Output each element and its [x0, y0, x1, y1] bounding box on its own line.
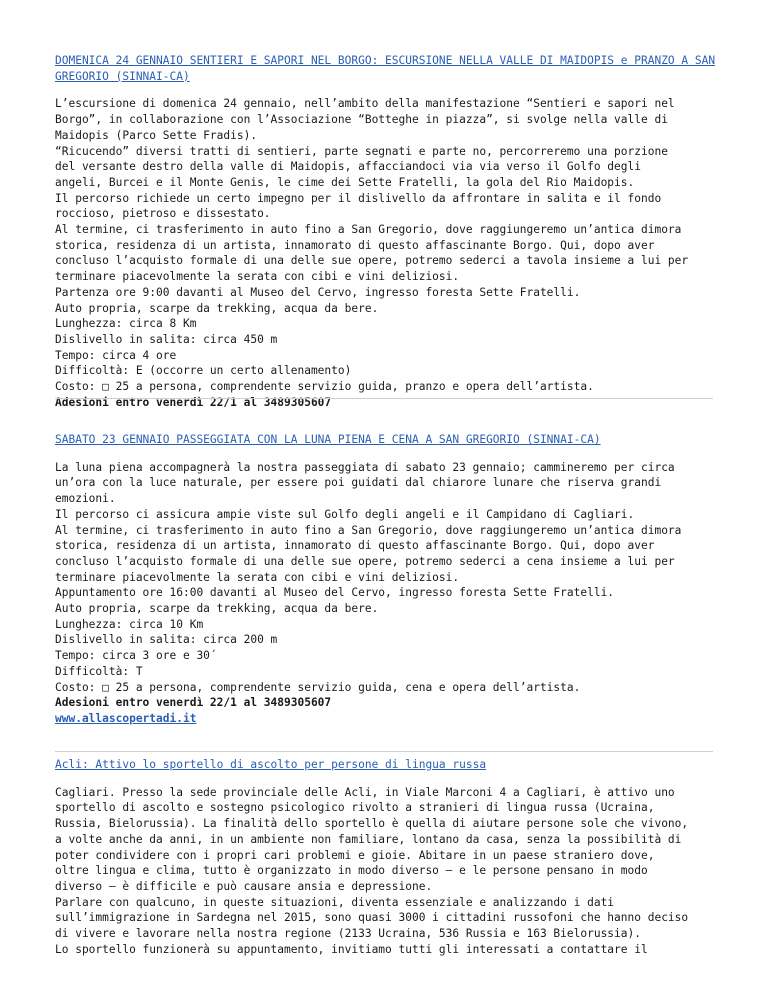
- body-line: Costo: □ 25 a persona, comprendente servizio guida, pranzo e opera dell’artista.: [55, 380, 594, 394]
- body-line: Costo: □ 25 a persona, comprendente servizio guida, cena e opera dell’artista.: [55, 680, 581, 694]
- article-escursione-maidopis: [55, 53, 728, 410]
- body-line: roccioso, pietroso e dissestato.: [55, 207, 271, 221]
- body-line: Partenza ore 9:00 davanti al Museo del Cervo, ingresso foresta Sette Fratelli.: [55, 285, 581, 299]
- body-line: Appuntamento ore 16:00 davanti al Museo del Cervo, ingresso foresta Sette Fratelli.: [55, 586, 615, 600]
- body-line: Difficoltà: T: [55, 664, 143, 678]
- article-title-link[interactable]: SABATO 23 GENNAIO PASSEGGIATA CON LA LUNA PIENA E CENA A SAN GREGORIO (SINNAI-CA): [55, 433, 601, 446]
- body-line: a volte anche da anni, in un ambiente non familiare, lontano da casa, senza la possibilità di: [55, 832, 682, 846]
- body-line: storica, residenza di un artista, innamorato di questo affascinante Borgo. Qui, dopo aver: [55, 539, 655, 553]
- body-line: emozioni.: [55, 492, 116, 506]
- website-link[interactable]: www.allascopertadi.it: [55, 711, 197, 725]
- article-title-link[interactable]: DOMENICA 24 GENNAIO SENTIERI E SAPORI NEL BORGO: ESCURSIONE NELLA VALLE DI MAIDOPIS e PRANZO A SAN GREGORIO (SINNAI-CA): [55, 54, 716, 83]
- body-line: terminare piacevolmente la serata con cibi e vini deliziosi.: [55, 270, 460, 284]
- body-line: Parlare con qualcuno, in queste situazioni, diventa essenziale e analizzando i dati: [55, 895, 615, 909]
- body-line: terminare piacevolmente la serata con cibi e vini deliziosi.: [55, 570, 460, 584]
- body-line: sportello di ascolto e sostegno psicologico rivolto a stranieri di lingua russa (Ucraina,: [55, 801, 655, 815]
- body-line: Auto propria, scarpe da trekking, acqua da bere.: [55, 301, 379, 315]
- body-line: Lunghezza: circa 10 Km: [55, 617, 204, 631]
- body-line: del versante destro della valle di Maidopis, affacciandoci via via verso il Golfo degli: [55, 160, 641, 174]
- article-luna-piena: [55, 432, 728, 727]
- registration-deadline: Adesioni entro venerdì 22/1 al 3489305607: [55, 395, 332, 409]
- body-line: Cagliari. Presso la sede provinciale delle Acli, in Viale Marconi 4 a Cagliari, è attivo uno: [55, 785, 675, 799]
- body-line: Tempo: circa 4 ore: [55, 348, 177, 362]
- body-line: Il percorso richiede un certo impegno per il dislivello da affrontare in salita e il fondo: [55, 191, 662, 205]
- article-body: [55, 460, 728, 727]
- body-line: Difficoltà: E (occorre un certo allenamento): [55, 364, 352, 378]
- body-line: Al termine, ci trasferimento in auto fino a San Gregorio, dove raggiungeremo un’antica dimora: [55, 223, 682, 237]
- body-line: Dislivello in salita: circa 200 m: [55, 633, 278, 647]
- body-line: angeli, Burcei e il Monte Genis, le cime dei Sette Fratelli, la gola del Rio Maidopis.: [55, 175, 635, 189]
- article-title-link[interactable]: Acli: Attivo lo sportello di ascolto per persone di lingua russa: [55, 758, 487, 771]
- body-line: oltre lingua e clima, tutto è organizzato in modo diverso – e le persone pensano in modo: [55, 864, 648, 878]
- body-line: Tempo: circa 3 ore e 30´: [55, 649, 217, 663]
- body-line: Russia, Bielorussia). La finalità dello sportello è quella di aiutare persone sole che vivono,: [55, 817, 689, 831]
- body-line: poter condividere con i propri cari problemi e gioie. Abitare in un paese straniero dove,: [55, 848, 655, 862]
- body-line: L’escursione di domenica 24 gennaio, nell’ambito della manifestazione “Sentieri e sapori nel: [55, 97, 675, 111]
- body-line: diverso – è difficile e può causare ansia e depressione.: [55, 879, 433, 893]
- body-line: Il percorso ci assicura ampie viste sul Golfo degli angeli e il Campidano di Cagliari.: [55, 507, 635, 521]
- article-divider: [55, 398, 713, 399]
- body-line: Borgo”, in collaborazione con l’Associazione “Botteghe in piazza”, si svolge nella valle di: [55, 113, 668, 127]
- body-line: un’ora con la luce naturale, per essere poi guidati dal chiarore lunare che riserva grandi: [55, 476, 662, 490]
- article-body: [55, 96, 728, 410]
- article-divider: [55, 751, 713, 752]
- article-acli-sportello: [55, 757, 728, 957]
- registration-deadline: Adesioni entro venerdì 22/1 al 3489305607: [55, 696, 332, 710]
- body-line: storica, residenza di un artista, innamorato di questo affascinante Borgo. Qui, dopo aver: [55, 238, 655, 252]
- article-body: [55, 785, 728, 958]
- body-line: sull’immigrazione in Sardegna nel 2015, sono quasi 3000 i cittadini russofoni che hanno deciso: [55, 911, 689, 925]
- body-line: Lo sportello funzionerà su appuntamento, invitiamo tutti gli interessati a contattare il: [55, 942, 648, 956]
- body-line: Auto propria, scarpe da trekking, acqua da bere.: [55, 602, 379, 616]
- body-line: La luna piena accompagnerà la nostra passeggiata di sabato 23 gennaio; cammineremo per circa: [55, 460, 675, 474]
- body-line: Maidopis (Parco Sette Fradis).: [55, 128, 258, 142]
- body-line: Dislivello in salita: circa 450 m: [55, 332, 278, 346]
- body-line: concluso l’acquisto formale di una delle sue opere, potremo sederci a cena insieme a lui per: [55, 554, 675, 568]
- body-line: Al termine, ci trasferimento in auto fino a San Gregorio, dove raggiungeremo un’antica dimora: [55, 523, 682, 537]
- body-line: concluso l’acquisto formale di una delle sue opere, potremo sederci a tavola insieme a lui per: [55, 254, 689, 268]
- body-line: “Ricucendo” diversi tratti di sentieri, parte segnati e parte no, percorreremo una porzione: [55, 144, 668, 158]
- body-line: Lunghezza: circa 8 Km: [55, 317, 197, 331]
- body-line: di vivere e lavorare nella nostra regione (2133 Ucraina, 536 Russia e 163 Bielorussia).: [55, 927, 641, 941]
